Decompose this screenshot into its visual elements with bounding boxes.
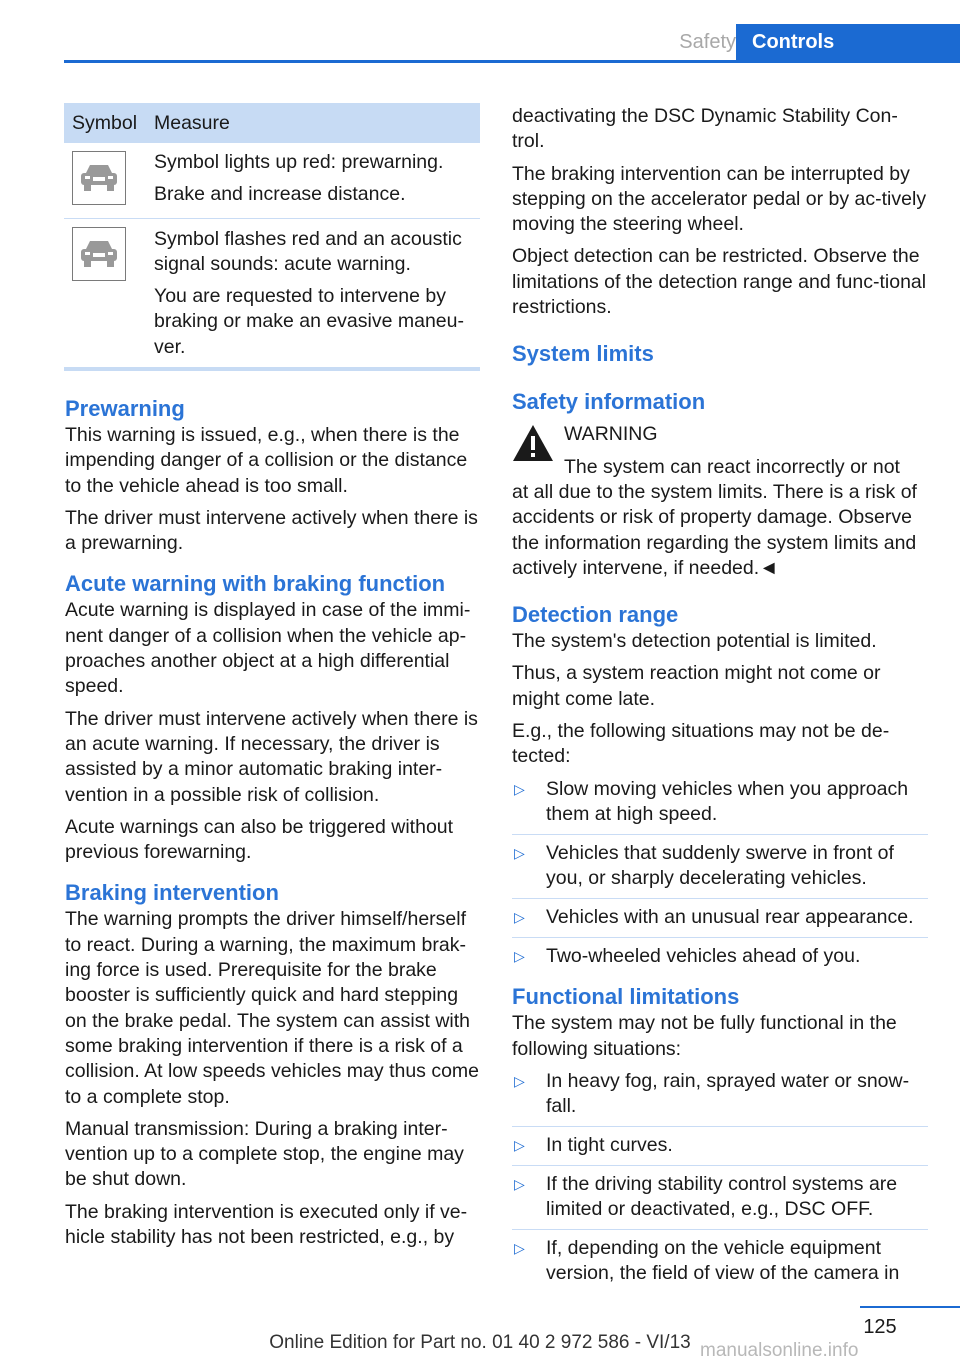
- measure-text: Symbol lights up red: prewarning.: [154, 151, 444, 173]
- table-row: [64, 218, 480, 360]
- heading-braking-intervention: Braking intervention: [65, 880, 279, 906]
- list-item: ▷ In tight curves.: [512, 1133, 928, 1166]
- paragraph: Manual transmission: During a braking inter-vention up to a complete stop, the engine may be shut down.: [65, 1117, 464, 1191]
- header-section-safety: Safety: [679, 31, 736, 53]
- symbol-measure-table: [64, 103, 480, 360]
- paragraph: Acute warnings can also be triggered without previous forewarning.: [65, 815, 454, 864]
- warning-label: WARNING: [564, 423, 658, 446]
- paragraph: This warning is issued, e.g., when there is the impending danger of a collision or the distance to the vehicle ahead is too small.: [65, 424, 468, 497]
- watermark: manualsonline.info: [700, 1340, 859, 1361]
- footer-edition: Online Edition for Part no. 01 40 2 972 586 - VI/13: [269, 1332, 691, 1353]
- car-warning-icon: [72, 151, 126, 205]
- bullet-triangle-icon: ▷: [514, 844, 525, 861]
- bullet-triangle-icon: ▷: [514, 1175, 525, 1192]
- paragraph: Acute warning is displayed in case of the immi-nent danger of a collision when the vehicle ap-proaches another object at a high differential speed.: [65, 599, 471, 698]
- paragraph: The driver must intervene actively when there is an acute warning. If necessary, the driver is assisted by a minor automatic braking inter-vention in a possible risk of collision.: [65, 707, 478, 806]
- bullet-triangle-icon: ▷: [514, 780, 525, 797]
- heading-system-limits: System limits: [512, 341, 654, 367]
- list-item: ▷ If the driving stability control systems are limited or deactivated, e.g., DSC OFF.: [512, 1172, 928, 1230]
- table-header-row: [64, 103, 480, 143]
- paragraph: Object detection can be restricted. Observe the limitations of the detection range and func-tional restrictions.: [512, 245, 927, 319]
- left-column: [65, 395, 480, 1250]
- paragraph: The system's detection potential is limited.: [512, 630, 877, 653]
- heading-functional-limitations: Functional limitations: [512, 984, 740, 1010]
- header-chapter-controls: Controls: [736, 24, 960, 61]
- table-row: [64, 143, 480, 218]
- paragraph: The braking intervention can be interrupted by stepping on the accelerator pedal or by ac-tively moving the steering wheel.: [512, 162, 927, 236]
- warning-block: [512, 422, 928, 581]
- paragraph: The warning prompts the driver himself/herself to react. During a warning, the maximum brak-ing force is used. Prerequisite for the brake booster is sufficiently quick and hard stepping on the brake pedal. The system can assist with some braking intervention if there is a risk of a collision. At low speeds vehicles may thus come to a complete stop.: [65, 908, 480, 1108]
- functional-list: [512, 1069, 928, 1293]
- detection-list: [512, 777, 928, 976]
- paragraph: The driver must intervene actively when there is a prewarning.: [65, 506, 478, 555]
- paragraph: Thus, a system reaction might not come or might come late.: [512, 662, 881, 710]
- col-symbol-header: Symbol: [64, 103, 146, 143]
- list-item: ▷ In heavy fog, rain, sprayed water or snow-fall.: [512, 1069, 928, 1127]
- measure-text: You are requested to intervene by braking or make an evasive maneu-ver.: [154, 285, 464, 358]
- heading-prewarning: Prewarning: [65, 396, 185, 421]
- warning-text: The system can react incorrectly or not: [564, 455, 900, 478]
- list-item: ▷ Vehicles that suddenly swerve in front of you, or sharply decelerating vehicles.: [512, 841, 928, 899]
- measure-text: Brake and increase distance.: [154, 183, 406, 206]
- heading-detection-range: Detection range: [512, 602, 679, 628]
- paragraph: The braking intervention is executed only if ve-hicle stability has not been restricted, e.g., by: [65, 1200, 468, 1249]
- list-item: ▷ If, depending on the vehicle equipment version, the field of view of the camera in: [514, 1237, 900, 1285]
- header-rule: [64, 60, 960, 63]
- heading-acute-warning: Acute warning with braking function: [65, 571, 446, 597]
- page-number: 125: [863, 1316, 897, 1338]
- bullet-triangle-icon: ▷: [514, 947, 525, 964]
- list-item: ▷ Two-wheeled vehicles ahead of you.: [512, 944, 928, 976]
- paragraph: E.g., the following situations may not be de-tected:: [512, 720, 890, 768]
- bullet-triangle-icon: ▷: [514, 1240, 525, 1256]
- paragraph: deactivating the DSC Dynamic Stability Con-trol.: [512, 105, 898, 153]
- list-item: ▷ Vehicles with an unusual rear appearance.: [512, 905, 928, 938]
- heading-safety-information: Safety information: [512, 389, 706, 415]
- table-bottom-rule: [64, 367, 480, 371]
- list-item: ▷ Slow moving vehicles when you approach them at high speed.: [512, 777, 928, 835]
- bullet-triangle-icon: ▷: [514, 1073, 525, 1090]
- warning-triangle-icon: [512, 424, 554, 462]
- footer-rule: [860, 1306, 960, 1308]
- bullet-triangle-icon: ▷: [514, 908, 525, 925]
- measure-text: Symbol flashes red and an acoustic signal sounds: acute warning.: [154, 227, 462, 275]
- right-column: [512, 104, 928, 1299]
- car-warning-icon: [72, 227, 126, 281]
- warning-text: at all due to the system limits. There is a risk of accidents or risk of property damage. Observe the information regarding the system limits and actively intervene, if needed.◄: [512, 480, 917, 579]
- bullet-triangle-icon: ▷: [514, 1137, 525, 1154]
- paragraph: The system may not be fully functional in the following situations:: [512, 1012, 897, 1060]
- col-measure-header: Measure: [146, 103, 480, 143]
